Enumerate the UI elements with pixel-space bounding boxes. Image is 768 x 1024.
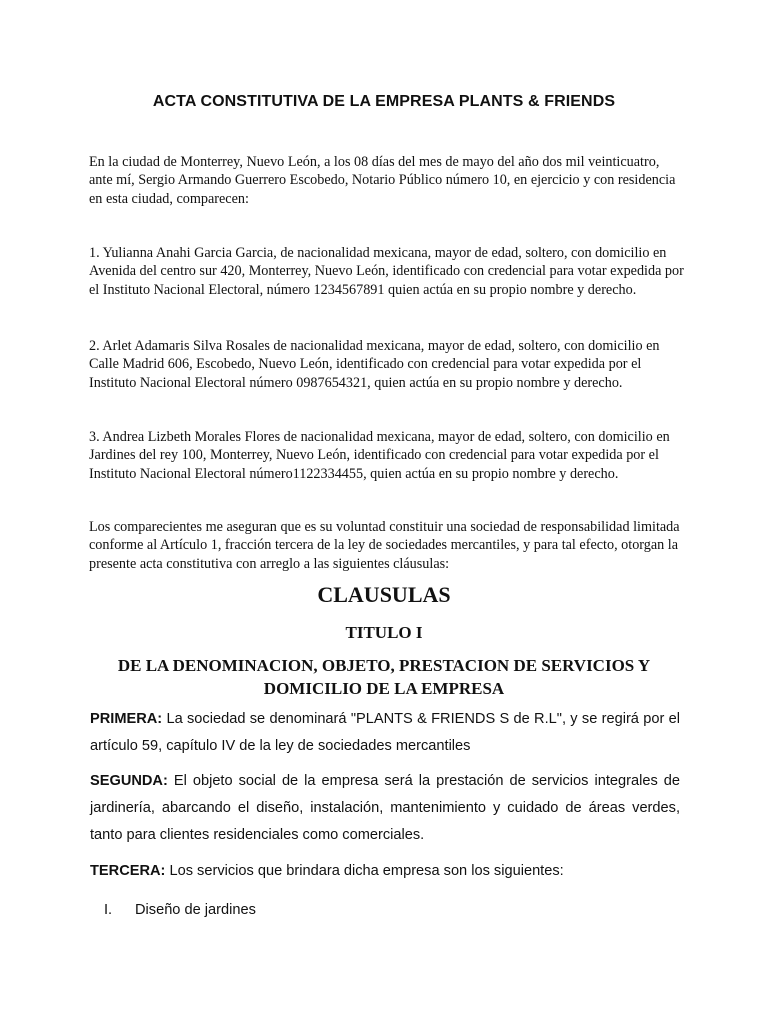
list-item: [104, 897, 256, 924]
titulo-subtitle: DE LA DENOMINACION, OBJETO, PRESTACION DE SERVICIOS Y DOMICILIO DE LA EMPRESA: [117, 656, 651, 698]
clausula-tercera: [90, 858, 680, 885]
clausulas-heading: CLAUSULAS: [317, 582, 451, 607]
compareciente-paragraph-2: 2. Arlet Adamaris Silva Rosales de nacionalidad mexicana, mayor de edad, soltero, con domicilio en Calle Madrid 606, Escobedo, Nuevo León, identificado con credencial para votar expedida por el Instituto Nacional Electoral número 0987654321, quien actúa en su propio nombre y derecho.: [89, 338, 660, 391]
clausula-primera-label: PRIMERA:: [90, 711, 163, 727]
titulo-heading: TITULO I: [345, 623, 423, 642]
compareciente-paragraph-1: 1. Yulianna Anahi Garcia Garcia, de nacionalidad mexicana, mayor de edad, soltero, con domicilio en Avenida del centro sur 420, Monterrey, Nuevo León, identificado con credencial para votar expedida por el Instituto Nacional Electoral, número 1234567891 quien actúa en su propio nombre y derecho.: [89, 245, 684, 298]
list-item-number: I.: [104, 902, 113, 918]
list-item-text: Diseño de jardines: [135, 902, 256, 918]
clausula-segunda-text: El objeto social de la empresa será la prestación de servicios integrales de jardinería, abarcando el diseño, instalación, mantenimiento y cuidado de áreas verdes, tanto para clientes residenciales como comerciales.: [90, 773, 680, 843]
closing-paragraph: Los comparecientes me aseguran que es su voluntad constituir una sociedad de responsabilidad limitada conforme al Artículo 1, fracción tercera de la ley de sociedades mercantiles, y para tal efecto, otorgan la presente acta constitutiva con arreglo a las siguientes cláusulas:: [89, 519, 680, 572]
clausula-segunda: [90, 768, 680, 849]
clausula-segunda-label: SEGUNDA:: [90, 773, 168, 789]
clausula-tercera-label: TERCERA:: [90, 863, 166, 879]
clausula-primera: [90, 706, 680, 760]
clausula-primera-text: La sociedad se denominará "PLANTS & FRIENDS S de R.L", y se regirá por el artículo 59, capítulo IV de la ley de sociedades mercantiles: [90, 711, 680, 754]
intro-paragraph: En la ciudad de Monterrey, Nuevo León, a los 08 días del mes de mayo del año dos mil veinticuatro, ante mí, Sergio Armando Guerrero Escobedo, Notario Público número 10, en ejercicio y con residencia en esta ciudad, comparecen:: [89, 154, 676, 207]
document-title: ACTA CONSTITUTIVA DE LA EMPRESA PLANTS & FRIENDS: [152, 93, 616, 110]
clausula-tercera-text: Los servicios que brindara dicha empresa son los siguientes:: [165, 863, 564, 879]
compareciente-paragraph-3: 3. Andrea Lizbeth Morales Flores de nacionalidad mexicana, mayor de edad, soltero, con domicilio en Jardines del rey 100, Monterrey, Nuevo León, identificado con credencial para votar expedida por el Instituto Nacional Electoral número1122334455, quien actúa en su propio nombre y derecho.: [89, 429, 670, 482]
